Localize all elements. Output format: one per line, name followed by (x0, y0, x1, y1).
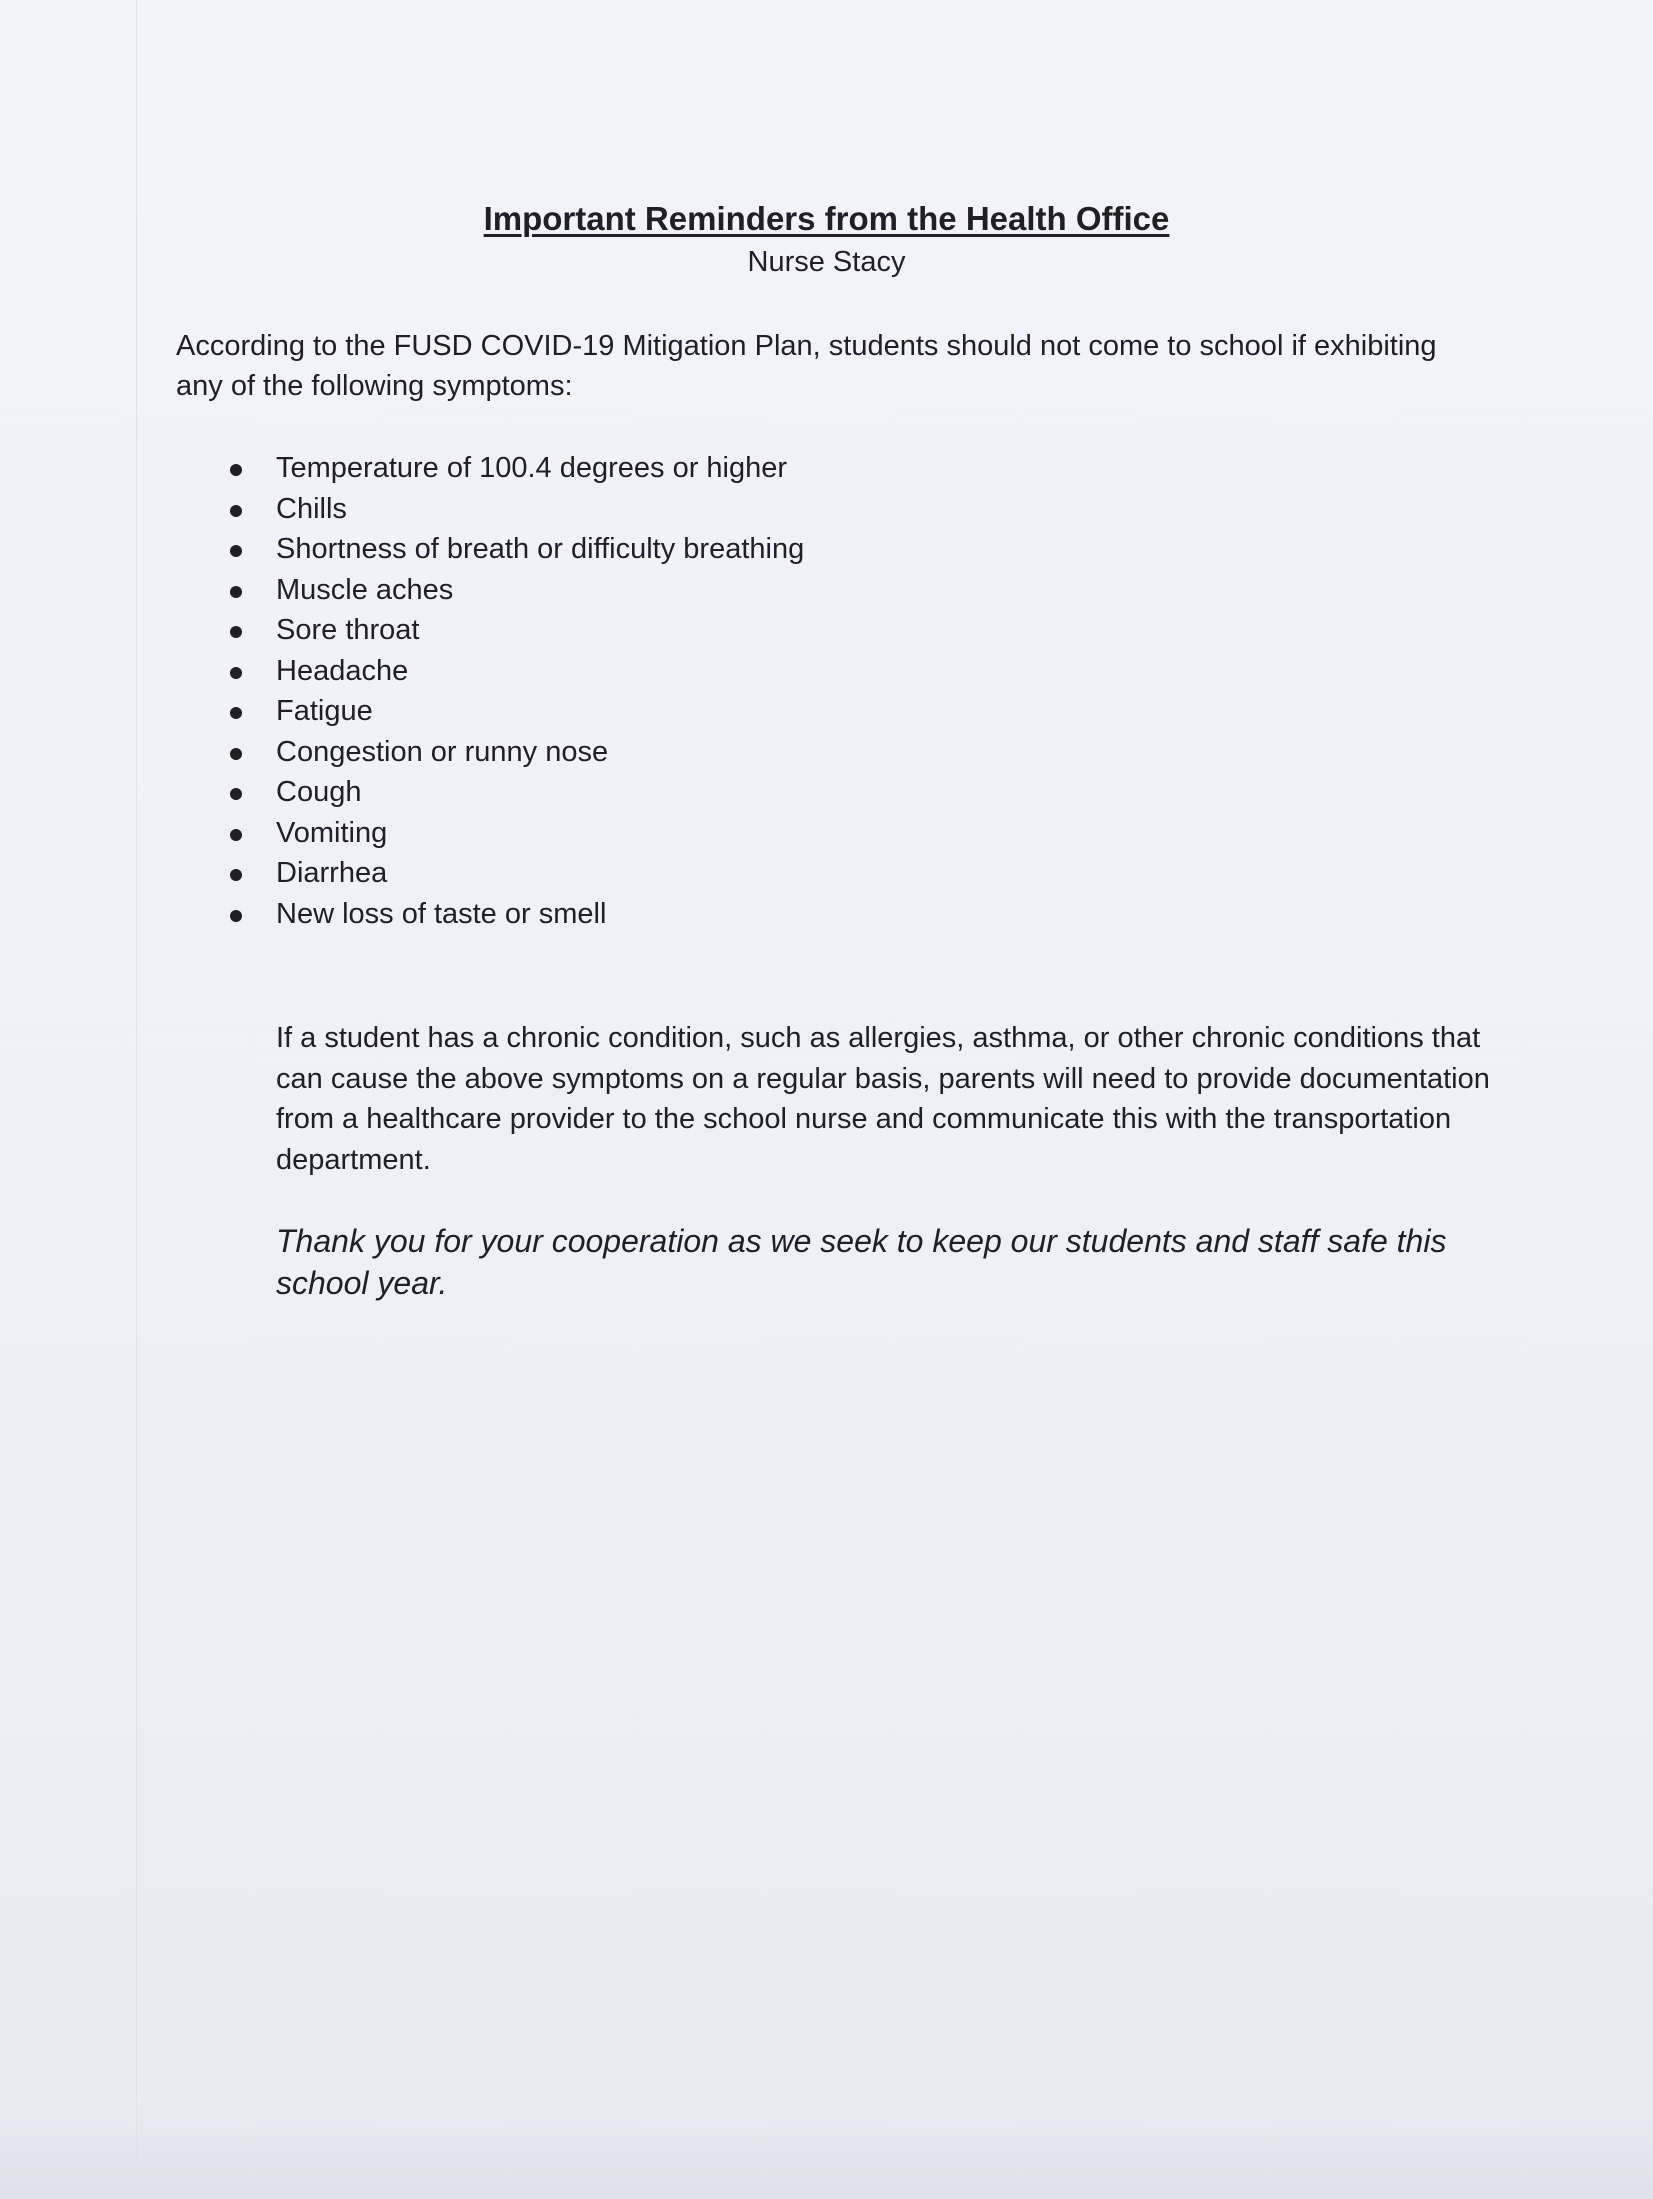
symptom-list (220, 448, 804, 934)
bullet-icon (230, 788, 242, 800)
bullet-icon (230, 545, 242, 557)
document-title: Important Reminders from the Health Office (483, 200, 1170, 237)
list-item (220, 772, 804, 813)
symptom-text: Chills (276, 492, 347, 525)
bullet-icon (230, 667, 242, 679)
list-item (220, 813, 804, 854)
symptom-text: Diarrhea (276, 857, 388, 889)
list-item (220, 732, 804, 773)
symptom-text: Vomiting (276, 816, 388, 849)
symptom-text: Muscle aches (276, 573, 454, 606)
bullet-icon (230, 464, 242, 476)
symptom-text: Cough (276, 776, 362, 808)
bullet-icon (230, 505, 242, 517)
bullet-icon (230, 586, 242, 598)
page-edge-line (136, 0, 137, 2199)
bullet-icon (230, 748, 242, 760)
symptom-text: Sore throat (276, 614, 420, 646)
bullet-icon (230, 626, 242, 638)
symptom-text: Headache (276, 654, 409, 687)
list-item (220, 651, 804, 692)
closing-message: Thank you for your cooperation as we seek to keep our students and staff safe this school year. (276, 1223, 1447, 1301)
list-item (220, 853, 804, 894)
symptom-text: Temperature of 100.4 degrees or higher (276, 452, 788, 484)
symptom-text: Shortness of breath or difficulty breathing (276, 533, 805, 565)
list-item (220, 610, 804, 651)
chronic-condition-note: If a student has a chronic condition, such as allergies, asthma, or other chronic conditions that can cause the above symptoms on a regular basis, parents will need to provide documentation from a healthcare provider to the school nurse and communicate this with the transportation department. (276, 1022, 1490, 1176)
bullet-icon (230, 829, 242, 841)
list-item (220, 489, 804, 530)
list-item (220, 529, 804, 570)
list-item (220, 691, 804, 732)
list-item (220, 570, 804, 611)
list-item (220, 894, 804, 935)
list-item (220, 448, 804, 489)
bullet-icon (230, 707, 242, 719)
symptom-text: New loss of taste or smell (276, 897, 607, 930)
symptom-text: Congestion or runny nose (276, 735, 609, 768)
bullet-icon (230, 869, 242, 881)
bullet-icon (230, 910, 242, 922)
document-author: Nurse Stacy (747, 246, 906, 278)
symptom-text: Fatigue (276, 695, 373, 727)
scan-shadow (0, 2100, 1653, 2199)
intro-paragraph: According to the FUSD COVID-19 Mitigation Plan, students should not come to school if exhibiting any of the following symptoms: (176, 330, 1437, 402)
